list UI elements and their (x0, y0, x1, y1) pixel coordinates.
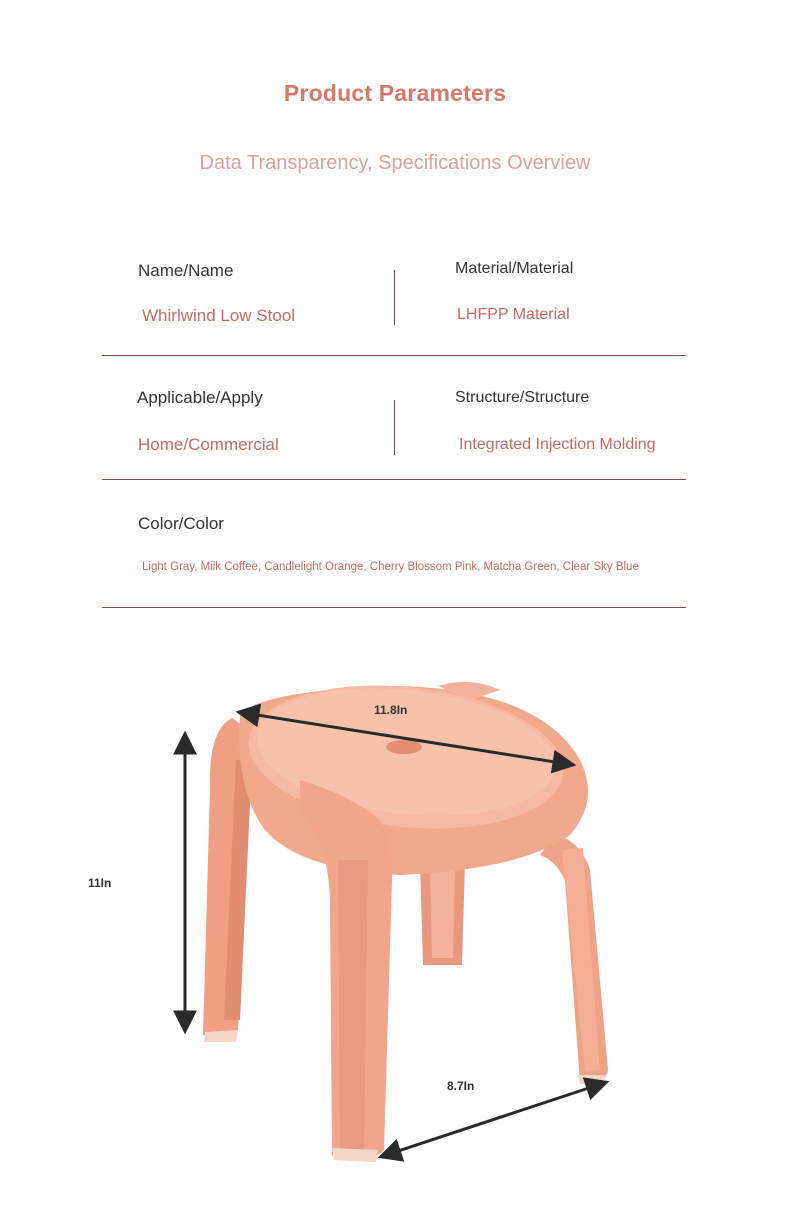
applicable-value: Home/Commercial (138, 435, 279, 454)
height-label: 11In (88, 876, 112, 890)
page-subtitle: Data Transparency, Specifications Overview (199, 152, 591, 174)
color-label: Color/Color (138, 514, 224, 533)
material-value: LHFPP Material (457, 306, 570, 323)
base-arrow (380, 1082, 607, 1157)
diameter-label: 11.8In (374, 703, 408, 717)
applicable-label: Applicable/Apply (137, 388, 263, 407)
material-label: Material/Material (455, 260, 574, 277)
stool-left-foot-pad (204, 1030, 238, 1042)
stool-right-leg (540, 835, 608, 1082)
color-value: Light Gray, Milk Coffee, Candlelight Orange, Cherry Blossom Pink, Matcha Green, Clear Sky Blue (142, 561, 639, 573)
base-label: 8.7In (447, 1079, 475, 1093)
structure-label: Structure/Structure (455, 389, 590, 406)
stool-back-leg (420, 862, 465, 965)
name-label: Name/Name (138, 261, 234, 280)
structure-value: Integrated Injection Molding (459, 436, 656, 453)
stool-seat (239, 671, 588, 875)
page-title: Product Parameters (283, 80, 507, 106)
name-value: Whirlwind Low Stool (142, 306, 296, 325)
